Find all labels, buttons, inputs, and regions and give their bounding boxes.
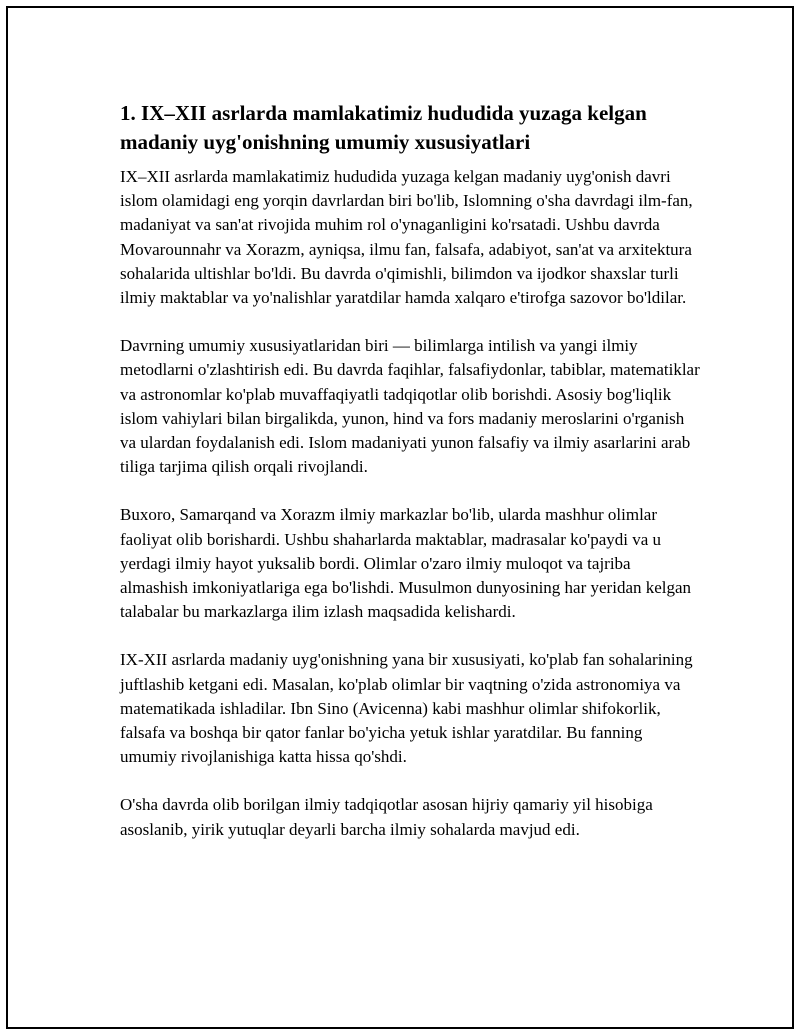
paragraph-2: Davrning umumiy xususiyatlaridan biri — bilimlarga intilish va yangi ilmiy metodlarni o'zlashtirish edi. Bu davrda faqihlar, falsafiydonlar, tabiblar, matematiklar va astronomlar ko'plab muvaffaqiyatli tadqiqotlar olib borishdi. Asosiy bog'liqlik islom vahiylari bilan birgalikda, yunon, hind va fors madaniy meroslarini o'rganish va ulardan foydalanish edi. Islom madaniyati yunon falsafiy va ilmiy asarlarini arab tiliga tarjima qilish orqali rivojlandi. (120, 336, 700, 477)
paragraph-3: Buxoro, Samarqand va Xorazm ilmiy markazlar bo'lib, ularda mashhur olimlar faoliyat olib borishardi. Ushbu shaharlarda maktablar, madrasalar ko'paydi va u yerdagi ilmiy hayot yuksalib bordi. Olimlar o'zaro ilmiy muloqot va tajriba almashish imkoniyatlariga ega bo'lishdi. Musulmon dunyosining har yeridan kelgan talabalar bu markazlarga ilim izlash maqsadida kelishardi. (120, 505, 692, 622)
paragraph-4: IX-XII asrlarda madaniy uyg'onishning yana bir xususiyati, ko'plab fan sohalarining juftlashib ketgani edi. Masalan, ko'plab olimlar bir vaqtning o'zida astronomiya va matematikada ishladilar. Ibn Sino (Avicenna) kabi mashhur olimlar shifokorlik, falsafa va boshqa bir qator fanlar bo'yicha yetuk ishlar yaratdilar. Bu fanning umumiy rivojlanishiga katta hissa qo'shdi. (120, 650, 693, 767)
paragraph-5: O'sha davrda olib borilgan ilmiy tadqiqotlar asosan hijriy qamariy yil hisobiga asoslanib, yirik yutuqlar deyarli barcha ilmiy sohalarda mavjud edi. (120, 795, 653, 839)
section-heading: 1. IX–XII asrlarda mamlakatimiz hududida yuzaga kelgan madaniy uyg'onishning umumiy xususiyatlari (120, 101, 647, 154)
document-body (120, 99, 700, 866)
page-frame (6, 6, 794, 1029)
paragraph-1: IX–XII asrlarda mamlakatimiz hududida yuzaga kelgan madaniy uyg'onish davri islom olamidagi eng yorqin davrlardan biri bo'lib, Islomning o'sha davrdagi ilm-fan, madaniyat va san'at rivojida muhim rol o'ynaganligini ko'rsatadi. Ushbu davrda Movarounnahr va Xorazm, ayniqsa, ilmu fan, falsafa, adabiyot, san'at va arxitektura sohalarida ultishlar bo'ldi. Bu davrda o'qimishli, bilimdon va ijodkor shaxslar turli ilmiy maktablar va yo'nalishlar yaratdilar hamda xalqaro e'tirofga sazovor bo'ldilar. (120, 167, 693, 308)
